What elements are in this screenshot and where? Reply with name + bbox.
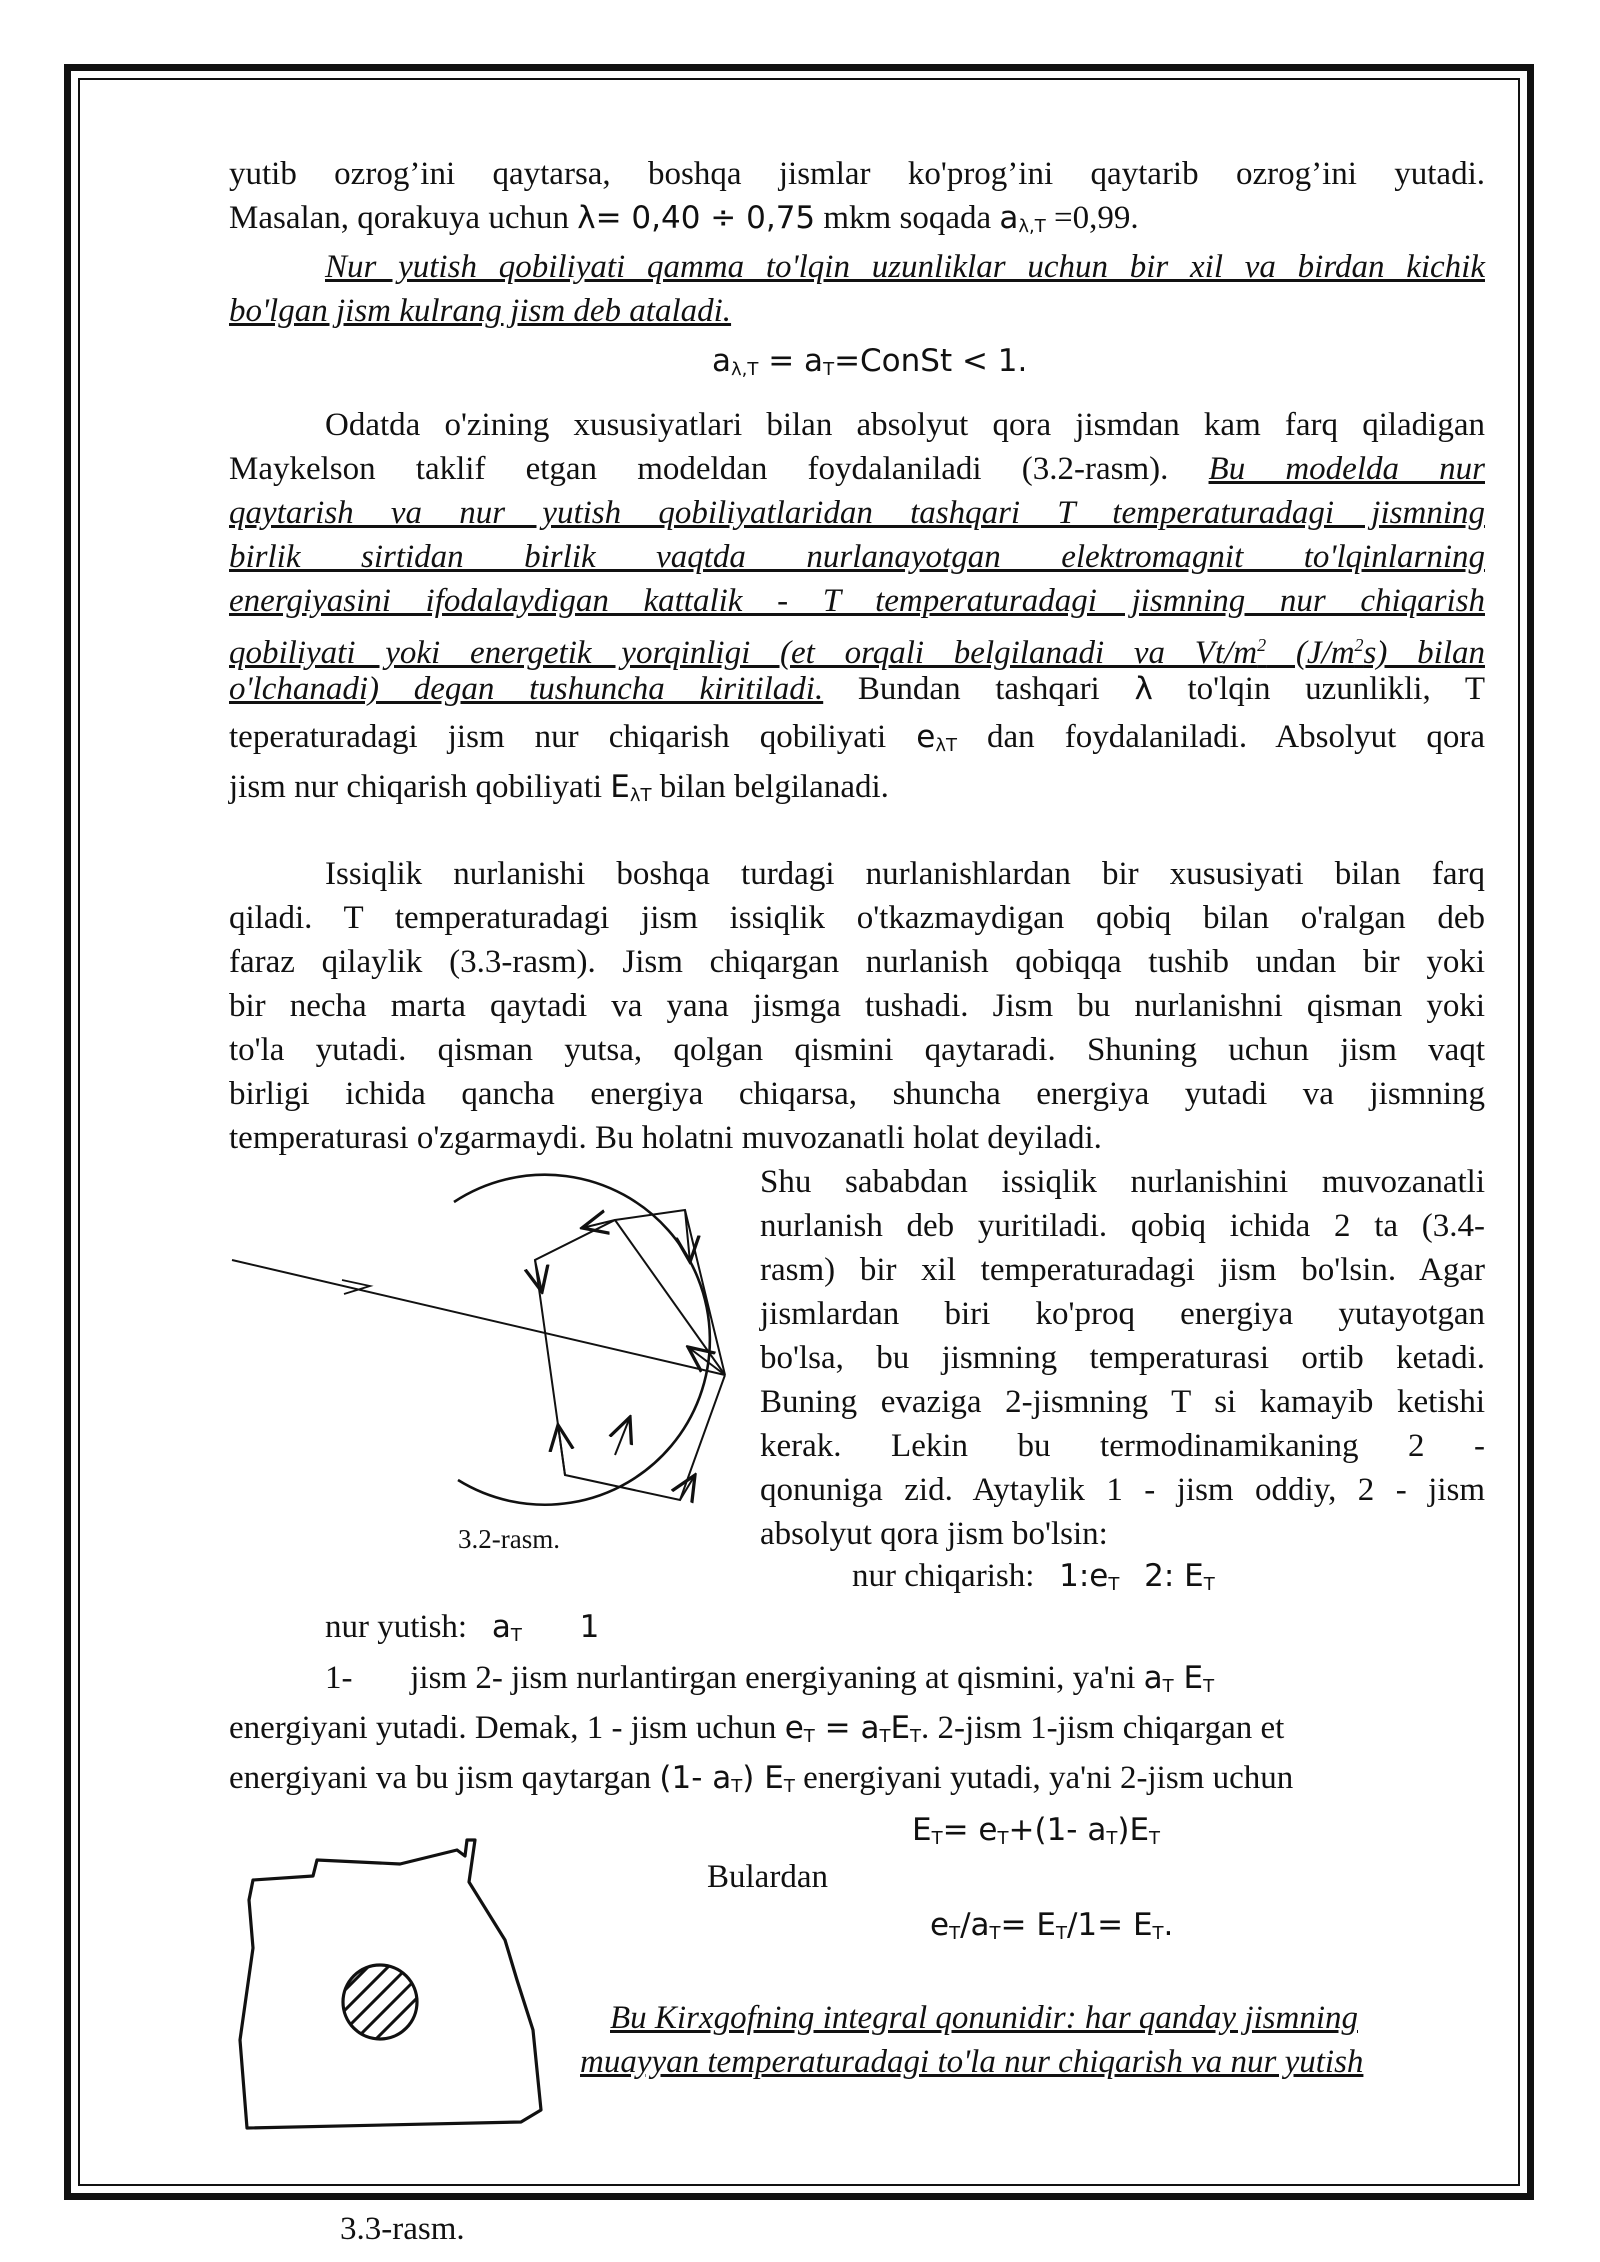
- paragraph-4-line-5: bo'lsa, bu jismning temperaturasi ortib ketadi.: [760, 1340, 1485, 1376]
- bulardan-text: Bulardan: [707, 1859, 828, 1895]
- definition-line-1: Nur yutish qobiliyati qamma to'lqin uzunliklar uchun bir xil va birdan kichik: [325, 249, 1485, 285]
- figure-3-3-shell-diagram: [225, 1830, 565, 2140]
- paragraph-4-line-7: kerak. Lekin bu termodinamikaning 2 -: [760, 1428, 1485, 1464]
- paragraph-2-line-3: qaytarish va nur yutish qobiliyatlaridan tashqari T temperaturadagi jismning: [229, 495, 1485, 531]
- paragraph-3-line-3: faraz qilaylik (3.3-rasm). Jism chiqargan nurlanish qobiqqa tushib undan bir yoki: [229, 944, 1485, 980]
- paragraph-3-line-1: Issiqlik nurlanishi boshqa turdagi nurlanishlardan bir xususiyati bilan farq: [325, 856, 1485, 892]
- paragraph-5-line-3: energiyani va bu jism qaytargan (1- $a_T$) $E_T$ energiyani yutadi, ya'ni 2-jism uchun: [229, 1760, 1294, 1797]
- paragraph-2-line-4: birlik sirtidan birlik vaqtda nurlanayotgan elektromagnit to'lqinlarning: [229, 539, 1485, 575]
- formula-grey-body: $a_{\lambda,T}$ = $a_T=ConSt < 1$.: [712, 343, 1028, 380]
- paragraph-3-line-2: qiladi. T temperaturadagi jism issiqlik o'tkazmaydigan qobiq bilan o'ralgan deb: [229, 900, 1485, 936]
- formula-second-body-balance: $E_T= e_T+(1-$ $a_T)E_T$: [912, 1812, 1161, 1849]
- paragraph-4-line-6: Buning evaziga 2-jismning T si kamayib ketishi: [760, 1384, 1485, 1420]
- paragraph-4-line-2: nurlanish deb yuritiladi. qobiq ichida 2 ta (3.4-: [760, 1208, 1485, 1244]
- paragraph-5-line-2: energiyani yutadi. Demak, 1 - jism uchun $e_T = a_TE_T$. 2-jism 1-jism chiqargan et: [229, 1710, 1285, 1747]
- paragraph-1-line-2: Masalan, qorakuya uchun λ= 0,40 ÷ 0,75 mkm soqada $a_{\lambda,T} =0,99$.: [229, 200, 1139, 237]
- paragraph-2-line-5: energiyasini ifodalaydigan kattalik - T temperaturadagi jismning nur chiqarish: [229, 583, 1485, 619]
- paragraph-2-line-2: Maykelson taklif etgan modeldan foydalaniladi (3.2-rasm). Bu modelda nur: [229, 451, 1485, 487]
- paragraph-2-line-8: teperaturadagi jism nur chiqarish qobiliyati $e_{\lambda T}$ dan foydalaniladi. Absolyut qora: [229, 719, 1485, 756]
- paragraph-2-line-9: jism nur chiqarish qobiliyati $E_{\lambda T}$ bilan belgilanadi.: [229, 769, 889, 806]
- paragraph-2-line-6: qobiliyati yoki energetik yorqinligi (et orqali belgilanadi va $Vt/m^2$ $(J/m^2s)$ bilan: [229, 635, 1485, 671]
- paragraph-3-line-6: birligi ichida qancha energiya chiqarsa, shuncha energiya yutadi va jismning: [229, 1076, 1485, 1112]
- paragraph-4-line-8: qonuniga zid. Aytaylik 1 - jism oddiy, 2 - jism: [760, 1472, 1485, 1508]
- paragraph-2-line-1: Odatda o'zining xususiyatlari bilan absolyut qora jismdan kam farq qiladigan: [325, 407, 1485, 443]
- formula-kirchhoff-ratio: $e_T/a_T= E_T/1= E_T$.: [930, 1907, 1174, 1944]
- paragraph-5-line-1: 1- jism 2- jism nurlantirgan energiyaning at qismini, ya'ni $a_T$ $E_T$: [325, 1660, 1215, 1697]
- definition-line-2: bo'lgan jism kulrang jism deb ataladi.: [229, 293, 732, 329]
- absorption-line: nur yutish: $a_T$ 1: [325, 1609, 600, 1646]
- paragraph-3-line-7: temperaturasi o'zgarmaydi. Bu holatni muvozanatli holat deyiladi.: [229, 1120, 1102, 1156]
- paragraph-1-line-1: yutib ozrog’ini qaytarsa, boshqa jismlar ko'prog’ini qaytarib ozrog’ini yutadi.: [229, 156, 1485, 192]
- paragraph-4-line-9: absolyut qora jism bo'lsin:: [760, 1516, 1108, 1552]
- paragraph-2-line-7: o'lchanadi) degan tushuncha kiritiladi. Bundan tashqari λ to'lqin uzunlikli, T: [229, 671, 1485, 707]
- figure-3-2-cavity-diagram: [220, 1180, 740, 1510]
- kirchhoff-law-line-2: muayyan temperaturadagi to'la nur chiqarish va nur yutish: [580, 2044, 1364, 2080]
- paragraph-4-line-1: Shu sababdan issiqlik nurlanishini muvozanatli: [760, 1164, 1485, 1200]
- figure-3-2-caption: 3.2-rasm.: [458, 1524, 560, 1554]
- kirchhoff-law-line-1: Bu Kirxgofning integral qonunidir: har qanday jismning: [610, 2000, 1358, 2036]
- paragraph-3-line-5: to'la yutadi. qisman yutsa, qolgan qismini qaytaradi. Shuning uchun jism vaqt: [229, 1032, 1485, 1068]
- emission-line: nur chiqarish: $1:e_T$ 2: $E_T$: [852, 1558, 1215, 1595]
- figure-3-3-caption: 3.3-rasm.: [340, 2211, 465, 2247]
- paragraph-4-line-4: jismlardan biri ko'proq energiya yutayotgan: [760, 1296, 1485, 1332]
- paragraph-4-line-3: rasm) bir xil temperaturadagi jism bo'lsin. Agar: [760, 1252, 1485, 1288]
- paragraph-3-line-4: bir necha marta qaytadi va yana jismga tushadi. Jism bu nurlanishni qisman yoki: [229, 988, 1485, 1024]
